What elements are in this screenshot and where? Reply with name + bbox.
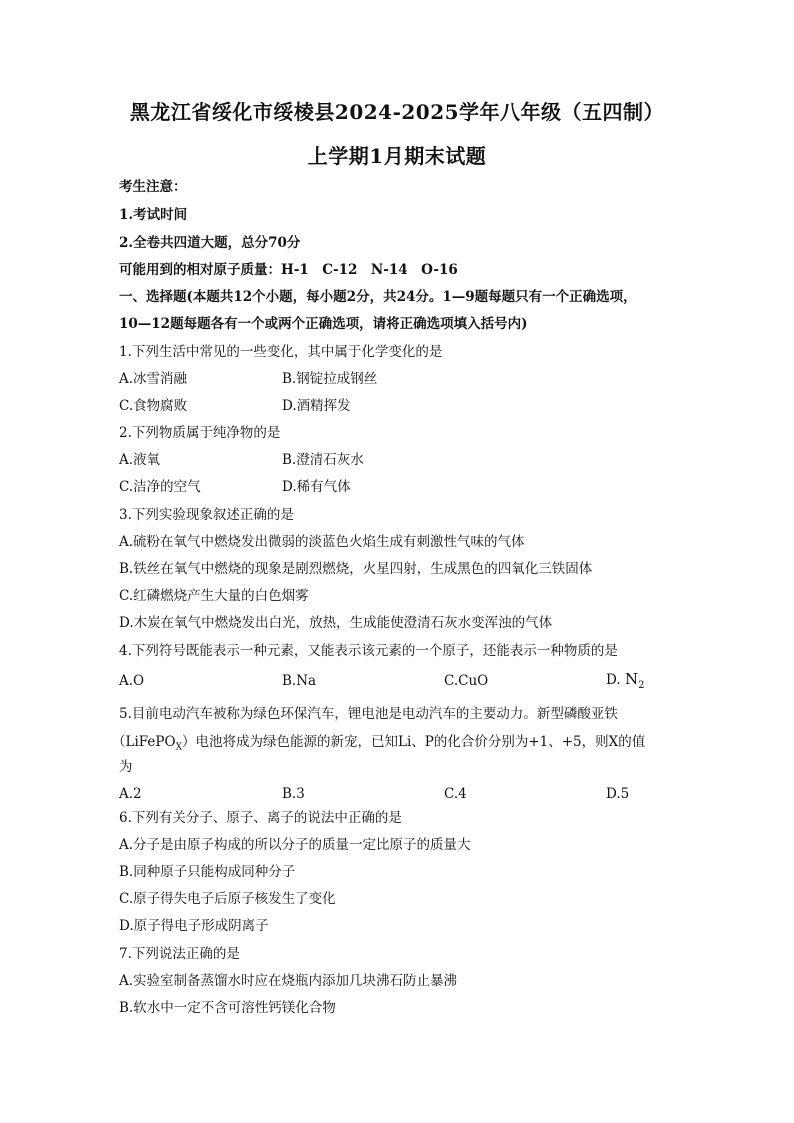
section1-instructions-line1: 一、选择题(本题共12个小题，每小题2分，共24分。1—9题每题只有一个正确选项， (119, 289, 637, 305)
notice-item-2: 2.全卷共四道大题，总分70分 (119, 235, 301, 251)
q5-stem-line3: 为 (119, 759, 133, 775)
notice-header: 考生注意： (119, 179, 187, 195)
q2-option-b: B.澄清石灰水 (282, 452, 364, 468)
q6-option-d: D.原子得电子形成阴离子 (119, 918, 269, 934)
q3-stem: 3.下列实验现象叙述正确的是 (119, 507, 294, 523)
q1-option-a: A.冰雪消融 (119, 371, 188, 387)
q4-option-d: D. $N_2$ (606, 670, 645, 691)
q5-option-c: C.4 (444, 786, 467, 802)
q3-option-d: D.木炭在氧气中燃烧发出白光，放热，生成能使澄清石灰水变浑浊的气体 (119, 615, 553, 631)
q7-option-a: A.实验室制备蒸馏水时应在烧瓶内添加几块沸石防止暴沸 (119, 973, 458, 989)
section1-instructions-line2: 10—12题每题各有一个或两个正确选项，请将正确选项填入括号内) (119, 316, 528, 332)
q2-option-a: A.液氧 (119, 452, 161, 468)
page-title-line2: 上学期1月期末试题 (307, 144, 487, 168)
q5-stem-line1: 5.目前电动汽车被称为绿色环保汽车，锂电池是电动汽车的主要动力。新型磷酸亚铁 (119, 706, 618, 722)
q6-option-b: B.同种原子只能构成同种分子 (119, 864, 296, 880)
q2-option-c: C.洁净的空气 (119, 479, 201, 495)
q5-option-d: D.5 (606, 786, 630, 802)
q1-option-b: B.钢锭拉成钢丝 (282, 371, 378, 387)
q3-option-b: B.铁丝在氧气中燃烧的现象是剧烈燃烧，火星四射，生成黑色的四氧化三铁固体 (119, 561, 593, 577)
q6-stem: 6.下列有关分子、原子、离子的说法中正确的是 (119, 810, 402, 826)
q2-stem: 2.下列物质属于纯净物的是 (119, 425, 281, 441)
q6-option-a: A.分子是由原子构成的所以分子的质量一定比原子的质量大 (119, 837, 471, 853)
q6-option-c: C.原子得失电子后原子核发生了变化 (119, 891, 336, 907)
q7-option-b: B.软水中一定不含可溶性钙镁化合物 (119, 1000, 336, 1016)
q1-option-d: D.酒精挥发 (282, 398, 351, 414)
q3-option-c: C.红磷燃烧产生大量的白色烟雾 (119, 588, 309, 604)
q1-stem: 1.下列生活中常见的一些变化，其中属于化学变化的是 (119, 344, 443, 360)
q5-option-b: B.3 (282, 786, 305, 802)
q3-option-a: A.硫粉在氧气中燃烧发出微弱的淡蓝色火焰生成有刺激性气味的气体 (119, 534, 525, 550)
notice-item-1: 1.考试时间 (119, 207, 188, 223)
atomic-masses: 可能用到的相对原子质量：H-1 C-12 N-14 O-16 (119, 262, 458, 278)
q4-option-c: C.CuO (444, 673, 489, 689)
q5-option-a: A.2 (119, 786, 142, 802)
q4-option-a: A.O (119, 673, 145, 689)
q7-stem: 7.下列说法正确的是 (119, 946, 240, 962)
page-title-line1: 黑龙江省绥化市绥棱县2024-2025学年八年级（五四制） (129, 100, 665, 124)
q4-stem: 4.下列符号既能表示一种元素，又能表示该元素的一个原子，还能表示一种物质的是 (119, 643, 618, 659)
q2-option-d: D.稀有气体 (282, 479, 351, 495)
q5-stem-line2: （LiFePO$_X$）电池将成为绿色能源的新宠，已知Li、P的化合价分别为+1、+5，则X的值 (112, 734, 646, 753)
q1-option-c: C.食物腐败 (119, 398, 188, 414)
q4-option-b: B.Na (282, 673, 317, 689)
